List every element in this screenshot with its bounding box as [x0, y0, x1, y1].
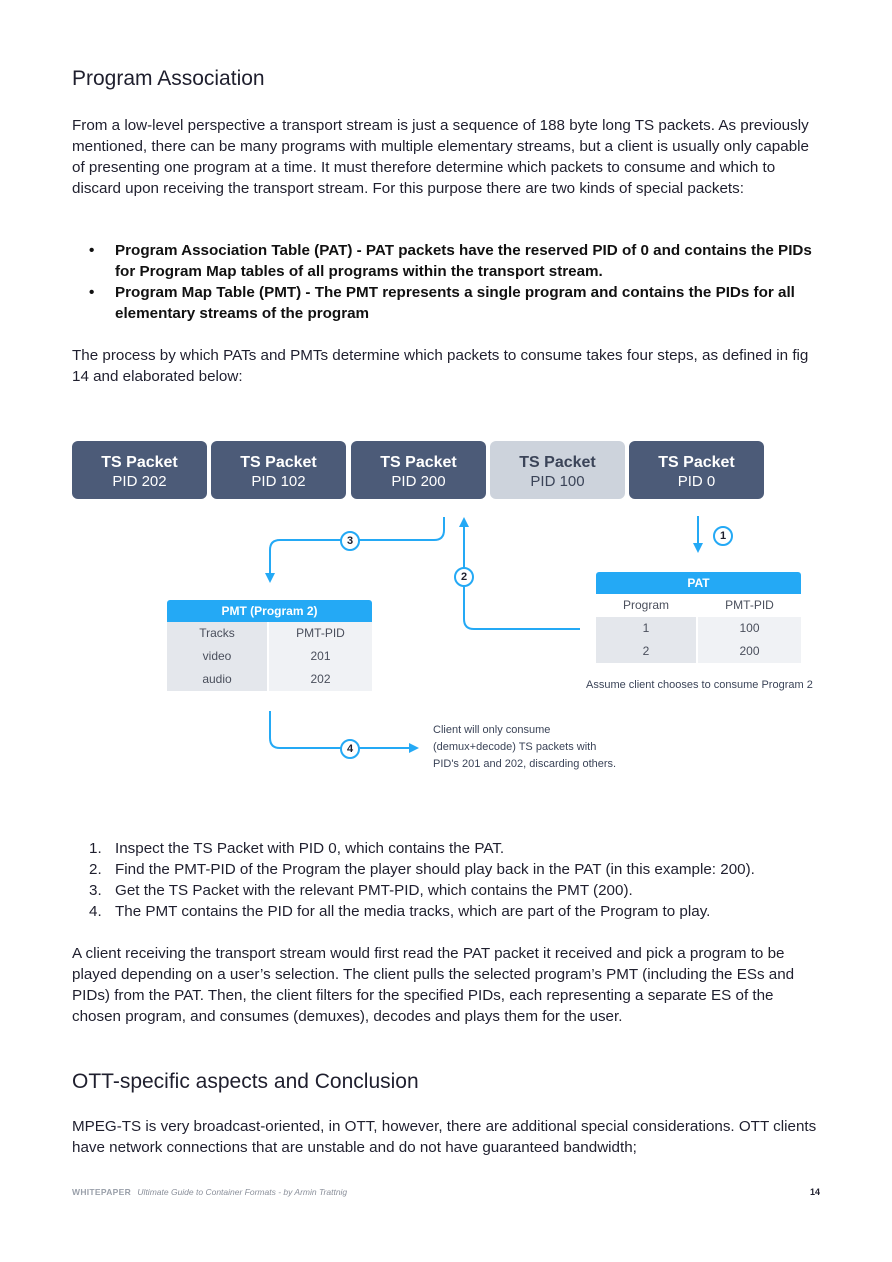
pat-note: Assume client chooses to consume Program 2: [586, 679, 813, 691]
pmt-table-title: PMT (Program 2): [167, 600, 372, 622]
ts-packet-title: TS Packet: [658, 454, 735, 471]
step-1-badge: 1: [713, 526, 733, 546]
client-paragraph: A client receiving the transport stream would first read the PAT packet it received and pick a program to be played depending on a user’s selection. The client pulls the selected program’s PMT (including the ESs and PIDs) from the PAT. Then, the client filters for the specified PIDs, each representing a separate ES of the chosen program, and consumes (demuxes), decodes and plays them for the user.: [72, 945, 795, 1025]
table-row: [596, 617, 801, 640]
pat-header-program: Program: [596, 594, 698, 617]
list-item: [72, 838, 832, 859]
list-item: • Program Association Table (PAT) - PAT packets have the reserved PID of 0 and contains the PIDs for Program Map tables of all programs within the transport stream.: [72, 240, 824, 282]
step-text: Inspect the TS Packet with PID 0, which contains the PAT.: [115, 840, 505, 857]
table-row: [167, 622, 372, 645]
list-item: • Program Map Table (PMT) - The PMT represents a single program and contains the PIDs for all elementary streams of the program: [72, 282, 824, 324]
client-note-line: (demux+decode) TS packets with: [433, 741, 597, 753]
client-note-line: Client will only consume: [433, 724, 551, 736]
ts-packet-pid: PID 0: [677, 473, 716, 490]
table-row: [167, 668, 372, 691]
table-cell: 2: [596, 640, 698, 663]
intro-paragraph: From a low-level perspective a transport stream is just a sequence of 188 byte long TS packets. As previously mentioned, there can be many programs with multiple elementary streams, but a client is usually only capable of presenting one program at a time. It must therefore determine which packets to consume and which to discard upon receiving the transport stream. For this purpose there are two kinds of special packets:: [72, 117, 809, 197]
table-cell: 202: [269, 668, 372, 691]
table-cell: 200: [698, 640, 801, 663]
pat-table-title: PAT: [596, 572, 801, 594]
list-item: [72, 859, 832, 880]
step-2-badge: 2: [454, 567, 474, 587]
table-row: [596, 640, 801, 663]
step-number: 2.: [89, 861, 102, 878]
footer-label: WHITEPAPER: [72, 1187, 132, 1197]
ts-packet-pid: PID 100: [530, 473, 585, 490]
footer: [72, 1187, 347, 1197]
ts-packet-pid: PID 102: [251, 473, 306, 490]
step-number: 4.: [89, 903, 102, 920]
pmt-table: [167, 600, 372, 691]
pat-header-pmt-pid: PMT-PID: [698, 594, 801, 617]
ts-packet-title: TS Packet: [380, 454, 457, 471]
step-number: 3.: [89, 882, 102, 899]
ts-packet-pid: PID 202: [112, 473, 167, 490]
pat-table: [596, 572, 801, 663]
client-note-line: PID's 201 and 202, discarding others.: [433, 758, 617, 770]
step-text: Find the PMT-PID of the Program the player should play back in the PAT (in this example: 200).: [115, 861, 755, 878]
section-title: OTT-specific aspects and Conclusion: [72, 1070, 419, 1093]
steps-list: [72, 838, 832, 922]
table-row: [596, 594, 801, 617]
page-number: 14: [810, 1187, 821, 1197]
step-text: The PMT contains the PID for all the media tracks, which are part of the Program to play.: [115, 903, 711, 920]
list-item: [72, 880, 832, 901]
table-cell: video: [167, 645, 269, 668]
step-number: 1.: [89, 840, 102, 857]
pmt-header-pmt-pid: PMT-PID: [269, 622, 372, 645]
ott-paragraph: MPEG-TS is very broadcast-oriented, in OTT, however, there are additional special considerations. OTT clients have network connections that are unstable and do not have guaranteed bandwidth;: [72, 1118, 817, 1156]
ts-packet-title: TS Packet: [240, 454, 317, 471]
ts-packet-title: TS Packet: [519, 454, 596, 471]
arrow-step-2: [464, 522, 580, 629]
step-3-badge: 3: [340, 531, 360, 551]
table-cell: 1: [596, 617, 698, 640]
footer-subtitle: Ultimate Guide to Container Formats - by Armin Trattnig: [137, 1187, 348, 1197]
table-cell: audio: [167, 668, 269, 691]
process-intro-paragraph: The process by which PATs and PMTs determine which packets to consume takes four steps, as defined in fig 14 and elaborated below:: [72, 347, 809, 385]
pmt-header-tracks: Tracks: [167, 622, 269, 645]
step-text: Get the TS Packet with the relevant PMT-PID, which contains the PMT (200).: [115, 882, 633, 899]
ts-packet-pid: PID 200: [391, 473, 446, 490]
section-title: Program Association: [72, 67, 265, 90]
ts-packet-title: TS Packet: [101, 454, 178, 471]
list-item: [72, 901, 832, 922]
table-cell: 100: [698, 617, 801, 640]
table-cell: 201: [269, 645, 372, 668]
step-4-badge: 4: [340, 739, 360, 759]
table-row: [167, 645, 372, 668]
client-note: [433, 722, 616, 773]
